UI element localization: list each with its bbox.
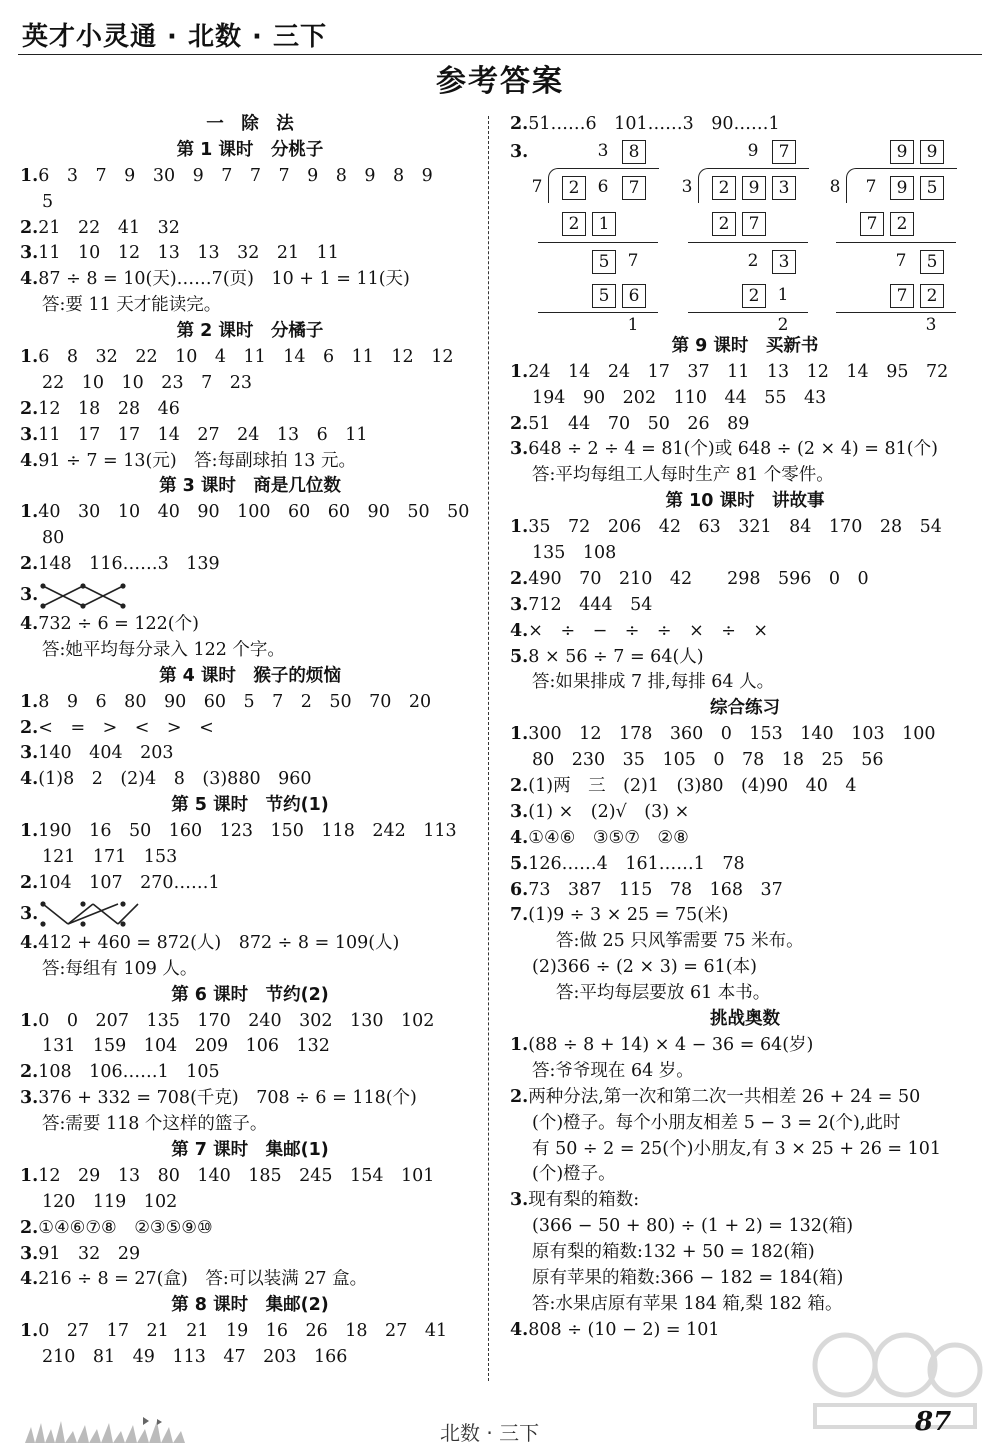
answer-line xyxy=(20,690,480,716)
section-heading: 第 1 课时 分桃子 xyxy=(176,139,324,160)
answer-text: 131 159 104 209 106 132 xyxy=(42,1036,330,1057)
right-answers xyxy=(510,334,980,1344)
answer-text: (366 − 50 + 80) ÷ (1 + 2) = 132(箱) xyxy=(532,1216,854,1237)
product-digit: 6 xyxy=(622,284,646,308)
item-number: 3. xyxy=(510,1190,529,1211)
answer-text: 490 70 210 42 298 596 0 0 xyxy=(528,568,869,589)
answer-line xyxy=(20,1034,480,1060)
answer-line xyxy=(510,619,980,645)
answer-text: 8 × 56 ÷ 7 = 64(人) xyxy=(528,646,704,667)
long-division-problem xyxy=(520,138,670,334)
answer-line xyxy=(20,500,480,526)
answer-line xyxy=(510,748,980,774)
answer-text: × ÷ − ÷ ÷ × ÷ × xyxy=(528,620,769,641)
item-number: 1. xyxy=(20,821,39,842)
answer-line xyxy=(510,112,980,138)
item-number: 1. xyxy=(20,1321,39,1342)
item-number: 5. xyxy=(510,853,529,874)
item-number: 3. xyxy=(20,243,39,264)
answer-line xyxy=(510,1033,980,1059)
answer-text: 12 29 13 80 140 185 245 154 101 xyxy=(38,1165,435,1186)
answer-text: 87 ÷ 8 = 10(天)……7(页) 10 + 1 = 11(天) xyxy=(38,269,410,290)
answer-text: < = > < > < xyxy=(38,717,214,738)
section-heading: 第 6 课时 节约(2) xyxy=(171,984,329,1005)
item-number: 1. xyxy=(510,724,529,745)
answer-text: 答:做 25 只风筝需要 75 米布。 xyxy=(556,931,804,952)
answer-text: 80 xyxy=(42,528,65,549)
item-number: 1. xyxy=(20,347,39,368)
answer-line xyxy=(20,819,480,845)
answer-line xyxy=(510,437,980,463)
remainder-digit: 2 xyxy=(747,250,759,271)
answer-text: 35 72 206 42 63 321 84 170 28 54 xyxy=(528,517,942,538)
answer-text: 190 16 50 160 123 150 118 242 113 xyxy=(38,821,457,842)
product-digit: 2 xyxy=(742,284,766,308)
answer-text: (1) × (2)√ (3) × xyxy=(528,801,690,822)
dividend-digit: 7 xyxy=(622,176,646,200)
right-column xyxy=(510,112,980,1344)
answer-line xyxy=(20,397,480,423)
answer-line xyxy=(510,1240,980,1266)
item-number: 1. xyxy=(20,502,39,523)
answer-text: 答:她平均每分录入 122 个字。 xyxy=(42,639,285,660)
product-digit: 2 xyxy=(562,212,586,236)
answer-text: 210 81 49 113 47 203 166 xyxy=(42,1347,348,1368)
quotient-digit: 8 xyxy=(622,140,646,164)
answer-line xyxy=(20,1112,480,1138)
item-number: 3. xyxy=(20,1243,39,1264)
answer-line xyxy=(510,929,980,955)
matching-answer xyxy=(20,897,480,931)
quotient-digit: 7 xyxy=(772,140,796,164)
answer-line xyxy=(510,1188,980,1214)
answer-text: 648 ÷ 2 ÷ 4 = 81(个)或 648 ÷ (2 × 4) = 81(个) xyxy=(528,439,938,460)
answer-line xyxy=(510,541,980,567)
divisor: 3 xyxy=(681,176,693,197)
remainder-digit: 5 xyxy=(920,250,944,274)
divisor: 8 xyxy=(829,176,841,197)
answer-text: 51 44 70 50 26 89 xyxy=(528,413,750,434)
answer-text: (个)橙子。 xyxy=(532,1164,616,1185)
answer-line xyxy=(510,852,980,878)
item-number: 2. xyxy=(20,398,39,419)
dividend-digit: 7 xyxy=(865,176,877,197)
quotient-digit: 9 xyxy=(890,140,914,164)
answer-line xyxy=(20,716,480,742)
answer-line xyxy=(20,345,480,371)
section-heading: 第 8 课时 集邮(2) xyxy=(171,1295,329,1316)
answer-line xyxy=(510,1137,980,1163)
answer-line xyxy=(510,903,980,929)
answer-line xyxy=(20,638,480,664)
answer-line xyxy=(510,1085,980,1111)
answer-line xyxy=(20,423,480,449)
answer-text: 现有梨的箱数: xyxy=(528,1190,640,1211)
divisor: 7 xyxy=(531,176,543,197)
item-number: 1. xyxy=(20,1010,39,1031)
item-number: 3. xyxy=(510,594,529,615)
item-number: 4. xyxy=(20,769,39,790)
answer-text: 148 116……3 139 xyxy=(38,554,220,575)
page-heading: 参考答案 xyxy=(436,64,564,99)
answer-text: (1)两 三 (2)1 (3)80 (4)90 40 4 xyxy=(528,776,857,797)
answer-line xyxy=(20,449,480,475)
answer-line xyxy=(510,412,980,438)
product-digit: 1 xyxy=(777,284,789,305)
answer-line xyxy=(20,1190,480,1216)
section-heading: 综合练习 xyxy=(710,698,780,719)
item-number: 1. xyxy=(510,361,529,382)
header-title: 英才小灵通 · 北数 · 三下 xyxy=(22,22,327,52)
answer-line xyxy=(20,1164,480,1190)
answer-line xyxy=(20,371,480,397)
answer-text: 答:爷爷现在 64 岁。 xyxy=(532,1060,694,1081)
section-heading: 一 除 法 xyxy=(206,114,294,134)
remainder-digit: 7 xyxy=(895,250,907,271)
page-footer xyxy=(0,1405,1000,1450)
answer-text: (88 ÷ 8 + 14) × 4 − 36 = 64(岁) xyxy=(528,1034,814,1055)
remainder-digit: 5 xyxy=(592,250,616,274)
answer-text: 原有梨的箱数:132 + 50 = 182(箱) xyxy=(532,1242,815,1263)
answer-line xyxy=(510,1059,980,1085)
answer-line xyxy=(510,515,980,541)
item-number: 6. xyxy=(510,879,529,900)
answer-text: 24 14 24 17 37 11 13 12 14 95 72 xyxy=(528,361,949,382)
answer-line xyxy=(20,767,480,793)
item-number: 4. xyxy=(20,1269,39,1290)
item-number: 5. xyxy=(510,646,529,667)
item-number: 2. xyxy=(20,554,39,575)
answer-line xyxy=(510,1111,980,1137)
answer-text: 答:平均每组工人每时生产 81 个零件。 xyxy=(532,465,834,486)
item-number: 3. xyxy=(20,903,39,924)
answer-line xyxy=(510,800,980,826)
item-number: 2. xyxy=(510,413,529,434)
answer-text: 5 xyxy=(42,191,54,212)
division-rule xyxy=(836,242,956,243)
section-heading: 第 5 课时 节约(1) xyxy=(171,795,329,816)
answer-text: 120 119 102 xyxy=(42,1191,178,1212)
dividend-digit: 9 xyxy=(890,176,914,200)
answer-line xyxy=(510,645,980,671)
answer-line xyxy=(510,826,980,852)
item-number: 1. xyxy=(20,691,39,712)
answer-line xyxy=(20,871,480,897)
answer-text: 216 ÷ 8 = 27(盒) 答:可以装满 27 盒。 xyxy=(38,1269,368,1290)
answer-line xyxy=(20,741,480,767)
answer-line xyxy=(510,567,980,593)
dividend-digit: 2 xyxy=(712,176,736,200)
answer-line xyxy=(510,386,980,412)
product-digit: 1 xyxy=(592,212,616,236)
answer-text: (个)橙子。每个小朋友相差 5 − 3 = 2(个),此时 xyxy=(532,1112,901,1133)
item-number: 4. xyxy=(20,932,39,953)
section-heading: 第 7 课时 集邮(1) xyxy=(171,1139,329,1160)
answer-text: 108 106……1 105 xyxy=(38,1062,220,1083)
answer-text: 12 18 28 46 xyxy=(38,398,180,419)
item-number: 3. xyxy=(510,801,529,822)
answer-line xyxy=(20,1345,480,1371)
answer-line xyxy=(510,878,980,904)
answer-text: 412 + 460 = 872(人) 872 ÷ 8 = 109(人) xyxy=(38,932,400,953)
answer-text: 121 171 153 xyxy=(42,847,178,868)
quotient-digit: 3 xyxy=(597,140,609,161)
answer-text: 11 17 17 14 27 24 13 6 11 xyxy=(38,424,368,445)
answer-text: 91 ÷ 7 = 13(元) 答:每副球拍 13 元。 xyxy=(38,450,356,471)
answer-line xyxy=(510,955,980,981)
answer-line xyxy=(20,1216,480,1242)
answer-line xyxy=(510,774,980,800)
answer-text: 300 12 178 360 0 153 140 103 100 xyxy=(528,724,936,745)
dividend-digit: 6 xyxy=(597,176,609,197)
item-number: 3. xyxy=(20,424,39,445)
item-number: 2. xyxy=(510,114,529,134)
answer-text: (1)9 ÷ 3 × 25 = 75(米) xyxy=(528,905,729,926)
item-number: 7. xyxy=(510,905,529,926)
item-number: 4. xyxy=(20,269,39,290)
answer-text: 答:要 11 天才能读完。 xyxy=(42,295,222,316)
item-number: 3. xyxy=(510,439,529,460)
item-number: 1. xyxy=(510,517,529,538)
item-number: 2. xyxy=(510,568,529,589)
section-heading: 第 9 课时 买新书 xyxy=(671,335,819,356)
matching-answer xyxy=(20,578,480,612)
answer-text: (1)8 2 (2)4 8 (3)880 960 xyxy=(38,769,312,790)
dividend-digit: 3 xyxy=(772,176,796,200)
grass-decoration-icon xyxy=(25,1413,185,1443)
answer-text: 有 50 ÷ 2 = 25(个)小朋友,有 3 × 25 + 26 = 101 xyxy=(532,1138,942,1159)
section-heading: 挑战奥数 xyxy=(710,1009,780,1030)
answer-text: 6 8 32 22 10 4 11 14 6 11 12 12 xyxy=(38,347,454,368)
answer-text: 答:平均每层要放 61 本书。 xyxy=(556,983,771,1004)
answer-text: 21 22 41 32 xyxy=(38,217,180,238)
answer-text: 732 ÷ 6 = 122(个) xyxy=(38,614,199,635)
answer-text: 126……4 161……1 78 xyxy=(528,853,745,874)
product-digit: 2 xyxy=(890,212,914,236)
answer-text: ①④⑥⑦⑧ ②③⑤⑨⑩ xyxy=(38,1217,213,1238)
answer-line xyxy=(20,1060,480,1086)
item-number: 3. xyxy=(20,1088,39,1109)
item-number: 4. xyxy=(510,620,529,641)
item-number: 2. xyxy=(510,776,529,797)
answer-line xyxy=(20,164,480,190)
answer-line xyxy=(20,267,480,293)
product-digit: 2 xyxy=(920,284,944,308)
answer-line xyxy=(510,1266,980,1292)
item-number: 4. xyxy=(510,827,529,848)
division-rule xyxy=(538,242,658,243)
answer-text: 22 10 10 23 7 23 xyxy=(42,372,252,393)
answer-line xyxy=(20,190,480,216)
answer-line xyxy=(510,360,980,386)
answer-text: 40 30 10 40 90 100 60 60 90 50 50 xyxy=(38,502,470,523)
answer-line xyxy=(20,845,480,871)
item-number: 2. xyxy=(20,717,39,738)
answer-line xyxy=(510,722,980,748)
quotient-digit: 9 xyxy=(747,140,759,161)
answer-text: 答:需要 118 个这样的篮子。 xyxy=(42,1114,268,1135)
answer-text: 11 10 12 13 13 32 21 11 xyxy=(38,243,339,264)
dividend-digit: 2 xyxy=(562,176,586,200)
final-remainder: 2 xyxy=(777,314,789,335)
long-division-problem xyxy=(670,138,820,334)
product-digit: 7 xyxy=(742,212,766,236)
answer-text: 80 230 35 105 0 78 18 25 56 xyxy=(532,750,884,771)
item-number: 1. xyxy=(510,1034,529,1055)
division-rule xyxy=(836,312,956,313)
answer-text: ①④⑥ ③⑤⑦ ②⑧ xyxy=(528,827,689,848)
product-digit: 5 xyxy=(592,284,616,308)
matching-lines-icon xyxy=(38,581,148,611)
division-rule xyxy=(688,312,808,313)
answer-text: 0 27 17 21 21 19 16 26 18 27 41 xyxy=(38,1321,448,1342)
answer-line xyxy=(20,241,480,267)
item-number: 3. xyxy=(510,141,529,162)
matching-lines-icon xyxy=(38,899,148,929)
long-division-area xyxy=(510,138,980,334)
answer-text: 104 107 270……1 xyxy=(38,872,220,893)
answer-text: 376 + 332 = 708(千克) 708 ÷ 6 = 118(个) xyxy=(38,1088,417,1109)
answer-text: 两种分法,第一次和第二次一共相差 26 + 24 = 50 xyxy=(528,1086,921,1107)
dividend-digit: 5 xyxy=(920,176,944,200)
product-digit: 7 xyxy=(890,284,914,308)
answer-line xyxy=(20,552,480,578)
item-number: 4. xyxy=(20,450,39,471)
item-number: 1. xyxy=(20,1165,39,1186)
answer-text: 0 0 207 135 170 240 302 130 102 xyxy=(38,1010,435,1031)
final-remainder: 3 xyxy=(925,314,937,335)
answer-text: 808 ÷ (10 − 2) = 101 xyxy=(528,1319,720,1340)
answer-text: 194 90 202 110 44 55 43 xyxy=(532,387,827,408)
answer-text: 答:水果店原有苹果 184 箱,梨 182 箱。 xyxy=(532,1293,843,1314)
section-heading: 第 10 课时 讲故事 xyxy=(665,491,825,512)
product-digit: 7 xyxy=(860,212,884,236)
remainder-digit: 3 xyxy=(772,250,796,274)
answer-line xyxy=(20,1242,480,1268)
footer-text: 北数 · 三下 xyxy=(440,1421,540,1445)
answer-line xyxy=(510,593,980,619)
answer-text: 712 444 54 xyxy=(528,594,653,615)
answer-text: 73 387 115 78 168 37 xyxy=(528,879,783,900)
answer-line xyxy=(20,216,480,242)
header-rule xyxy=(18,54,982,55)
answer-line xyxy=(20,1319,480,1345)
answer-line xyxy=(20,1267,480,1293)
answer-line xyxy=(20,1086,480,1112)
answer-text: 51……6 101……3 90……1 xyxy=(528,114,780,134)
answer-text: 135 108 xyxy=(532,543,617,564)
answer-line xyxy=(510,1214,980,1240)
answer-line xyxy=(510,981,980,1007)
answer-text: 原有苹果的箱数:366 − 182 = 184(箱) xyxy=(532,1267,844,1288)
item-number: 3. xyxy=(20,743,39,764)
item-number: 2. xyxy=(510,1086,529,1107)
division-rule xyxy=(538,312,658,313)
final-remainder: 1 xyxy=(627,314,639,335)
item-number: 4. xyxy=(510,1319,529,1340)
quotient-digit: 9 xyxy=(920,140,944,164)
section-heading: 第 4 课时 猴子的烦恼 xyxy=(159,665,341,686)
section-heading: 第 2 课时 分橘子 xyxy=(176,321,324,342)
answer-text: 8 9 6 80 90 60 5 7 2 50 70 20 xyxy=(38,691,432,712)
remainder-digit: 7 xyxy=(627,250,639,271)
item-number: 2. xyxy=(20,872,39,893)
long-division-problem xyxy=(818,138,968,334)
answer-text: 答:如果排成 7 排,每排 64 人。 xyxy=(532,672,775,693)
answer-line xyxy=(510,1292,980,1318)
answer-line xyxy=(20,612,480,638)
answer-line xyxy=(20,931,480,957)
answer-line xyxy=(510,463,980,489)
answer-line xyxy=(510,1162,980,1188)
item-number: 2. xyxy=(20,1217,39,1238)
item-number: 2. xyxy=(20,217,39,238)
item-number: 4. xyxy=(20,614,39,635)
answer-text: 140 404 203 xyxy=(38,743,174,764)
answer-line xyxy=(20,1009,480,1035)
answer-text: (2)366 ÷ (2 × 3) = 61(本) xyxy=(532,957,757,978)
section-heading: 第 3 课时 商是几位数 xyxy=(159,476,341,497)
item-number: 2. xyxy=(20,1062,39,1083)
answer-line xyxy=(510,670,980,696)
answer-line xyxy=(20,957,480,983)
item-number: 1. xyxy=(20,165,39,186)
answer-line xyxy=(20,293,480,319)
item-number: 3. xyxy=(20,585,39,606)
answer-text: 91 32 29 xyxy=(38,1243,141,1264)
answer-text: 答:每组有 109 人。 xyxy=(42,958,198,979)
answer-text: 6 3 7 9 30 9 7 7 7 9 8 9 8 9 xyxy=(38,165,433,186)
page-number: 87 xyxy=(915,1407,952,1437)
column-divider xyxy=(488,116,489,1381)
dividend-digit: 9 xyxy=(742,176,766,200)
left-column xyxy=(20,112,480,1371)
division-rule xyxy=(688,242,808,243)
answer-line xyxy=(20,526,480,552)
product-digit: 2 xyxy=(712,212,736,236)
